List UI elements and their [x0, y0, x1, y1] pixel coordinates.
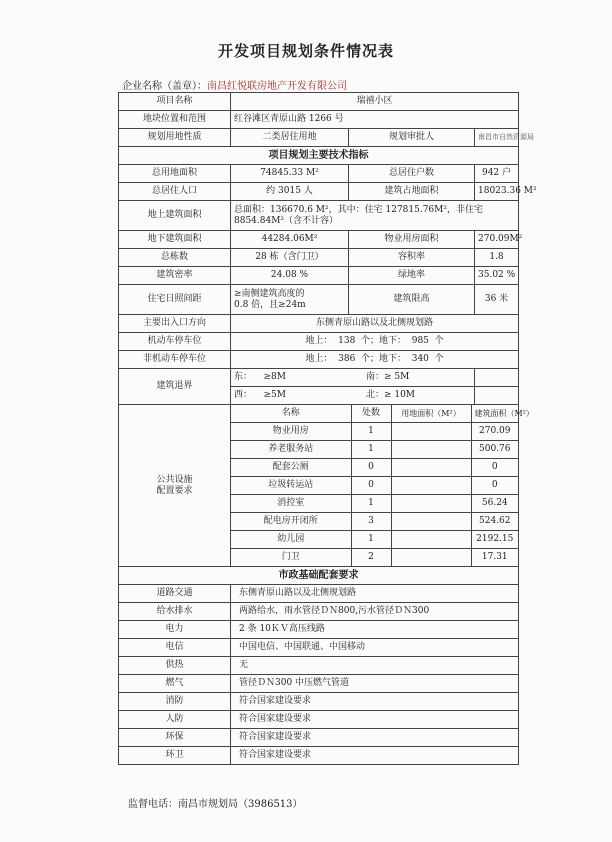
municipal-label: 给水排水: [119, 603, 231, 621]
municipal-value: 管径ＤＮ300 中压燃气管道: [231, 675, 519, 693]
facility-header-name: 名称: [231, 405, 351, 422]
row-underground: [119, 231, 519, 249]
facilities-header-row: [119, 405, 519, 423]
facility-land: [391, 495, 471, 512]
setback-south: 南：≥ 5M: [365, 372, 410, 382]
municipal-label: 环卫: [119, 747, 231, 765]
row-motor-parking: [119, 333, 519, 351]
facility-name: 配电房开闭所: [231, 513, 351, 530]
facility-build: 524.62: [479, 516, 511, 526]
underground-value: 44284.06M²: [231, 231, 349, 249]
density-label: 建筑密率: [119, 267, 231, 285]
facilities-label-line2: 配置要求: [156, 485, 193, 496]
facility-build: 0: [491, 480, 498, 490]
sunlight-line1: ≥南侧建筑高度的: [234, 288, 305, 299]
project-name-value: 瑞禧小区: [231, 93, 519, 111]
setback-west-north: [231, 387, 475, 405]
facility-name: 垃圾转运站: [231, 477, 351, 494]
facilities-label: [119, 405, 231, 567]
entrance-value: 东侧青原山路以及北侧规划路: [231, 315, 519, 333]
facility-count: 0: [351, 459, 391, 476]
municipal-label: 电信: [119, 639, 231, 657]
municipal-row: [119, 657, 519, 675]
nonmotor-parking-label: 非机动车停车位: [119, 351, 231, 369]
density-value: 24.08 %: [231, 267, 349, 285]
project-name-label: 项目名称: [119, 93, 231, 111]
footer-label: 监督电话：: [128, 799, 178, 810]
row-nonmotor-parking: [119, 351, 519, 369]
facility-build: 2192.15: [476, 534, 514, 544]
form-title: 开发项目规划条件情况表: [217, 42, 394, 60]
row-density: [119, 267, 519, 285]
row-residents: [119, 183, 519, 201]
approver-value: 南昌市自然资源局: [478, 133, 534, 141]
setback-north: 北：≥ 10M: [365, 390, 416, 400]
above-ground-line1: 总面积：136670.6 M²，其中：住宅 127815.76M²，非住宅: [234, 204, 483, 215]
facility-count: 2: [351, 549, 391, 566]
property-mgmt-label: 物业用房面积: [349, 231, 475, 249]
municipal-value: 中国电信、中国联通、中国移动: [231, 639, 519, 657]
company-label: 企业名称（盖章）：: [122, 81, 207, 92]
far-label: 容积率: [349, 249, 475, 267]
location-label: 地块位置和范围: [119, 111, 231, 129]
property-mgmt-value: 270.09M²: [475, 231, 519, 249]
building-footprint-value: 18023.36 M²: [475, 183, 519, 201]
facilities-label-line1: 公共设施: [156, 474, 193, 485]
footer-value: 南昌市规划局（3986513）: [178, 799, 303, 810]
facility-count: 1: [351, 531, 391, 548]
facility-name: 配套公厕: [231, 459, 351, 476]
motor-parking-label: 机动车停车位: [119, 333, 231, 351]
municipal-value: 符合国家建设要求: [231, 711, 519, 729]
approver-label: 规划审批人: [349, 129, 475, 147]
height-limit-label: 建筑限高: [349, 285, 475, 315]
facility-name: 消控室: [231, 495, 351, 512]
row-land-use: [119, 129, 519, 147]
municipal-row: [119, 693, 519, 711]
municipal-row: [119, 621, 519, 639]
row-section-indicators: [119, 147, 519, 165]
row-sunlight: [119, 285, 519, 315]
setback-east: 东： ≥8M: [234, 372, 286, 382]
buildings-value: 28 栋（含门卫）: [231, 249, 349, 267]
facility-land: [391, 441, 471, 458]
facility-name: 物业用房: [231, 423, 351, 440]
facility-count: 1: [351, 495, 391, 512]
row-setback-1: [119, 369, 519, 387]
municipal-row: [119, 675, 519, 693]
facility-land: [391, 513, 471, 530]
municipal-row: [119, 747, 519, 765]
sunlight-label: 住宅日照间距: [119, 285, 231, 315]
facility-name: 养老服务站: [231, 441, 351, 458]
green-label: 绿地率: [349, 267, 475, 285]
total-land-area-value: 74845.33 M²: [231, 165, 349, 183]
total-residents-label: 总居住人口: [119, 183, 231, 201]
municipal-value: 2 条 10ＫＶ高压线路: [231, 621, 519, 639]
municipal-label: 燃气: [119, 675, 231, 693]
row-buildings: [119, 249, 519, 267]
row-location: [119, 111, 519, 129]
municipal-row: [119, 603, 519, 621]
municipal-row: [119, 639, 519, 657]
nonmotor-parking-value: 地上： 386 个；地下： 340 个: [231, 351, 519, 369]
municipal-label: 消防: [119, 693, 231, 711]
setback-east-south: [231, 369, 475, 387]
company-line: [122, 77, 347, 92]
row-section-municipal: [119, 567, 519, 585]
underground-label: 地下建筑面积: [119, 231, 231, 249]
facility-build: 17.31: [481, 552, 508, 562]
row-above-ground: [119, 201, 519, 231]
municipal-value: 符合国家建设要求: [231, 747, 519, 765]
municipal-row: [119, 729, 519, 747]
facility-build: 56.24: [481, 498, 508, 508]
municipal-label: 供热: [119, 657, 231, 675]
municipal-value: 两路给水，雨水管径ＤＮ800,污水管径ＤＮ300: [231, 603, 519, 621]
sunlight-line2: 0.8 倍，且≥24m: [234, 299, 306, 310]
municipal-label: 道路交通: [119, 585, 231, 603]
buildings-label: 总栋数: [119, 249, 231, 267]
land-use-label: 规划用地性质: [119, 129, 231, 147]
total-households-label: 总居住户数: [349, 165, 475, 183]
municipal-label: 环保: [119, 729, 231, 747]
facility-header-land: 用地面积（M²）: [391, 405, 471, 422]
municipal-section-title: 市政基础配套要求: [119, 567, 519, 585]
facility-land: [391, 549, 471, 566]
row-project-name: [119, 93, 519, 111]
municipal-value: 符合国家建设要求: [231, 729, 519, 747]
municipal-value: 无: [231, 657, 519, 675]
planning-conditions-table: [118, 92, 537, 765]
facility-land: [391, 459, 471, 476]
facility-build: 270.09: [479, 426, 511, 436]
facility-name: 幼儿园: [231, 531, 351, 548]
facility-build: 0: [491, 462, 498, 472]
above-ground-label: 地上建筑面积: [119, 201, 231, 231]
motor-parking-value: 地上： 138 个；地下： 985 个: [231, 333, 519, 351]
municipal-row: [119, 585, 519, 603]
facility-count: 0: [351, 477, 391, 494]
total-households-value: 942 户: [475, 165, 519, 183]
height-limit-value: 36 米: [475, 285, 519, 315]
facility-header-count: 处数: [351, 405, 391, 422]
facility-header-build: 建筑面积（M²）: [474, 409, 534, 418]
facility-count: 1: [351, 441, 391, 458]
green-value: 35.02 %: [475, 267, 519, 285]
above-ground-line2: 8854.84M²（含不计容）: [234, 215, 339, 226]
supervision-phone: [128, 795, 303, 810]
location-value: 红谷滩区青原山路 1266 号: [231, 111, 519, 129]
facility-land: [391, 423, 471, 440]
indicators-section-title: 项目规划主要技术指标: [119, 147, 519, 165]
facility-count: 1: [351, 423, 391, 440]
total-residents-value: 约 3015 人: [231, 183, 349, 201]
entrance-label: 主要出入口方向: [119, 315, 231, 333]
municipal-label: 人防: [119, 711, 231, 729]
municipal-value: 符合国家建设要求: [231, 693, 519, 711]
municipal-value: 东侧青原山路以及北侧规划路: [231, 585, 519, 603]
facility-build: 500.76: [479, 444, 511, 454]
municipal-label: 电力: [119, 621, 231, 639]
facility-land: [391, 531, 471, 548]
building-footprint-label: 建筑占地面积: [349, 183, 475, 201]
facility-count: 3: [351, 513, 391, 530]
setback-label: 建筑退界: [119, 369, 231, 405]
far-value: 1.8: [475, 249, 519, 267]
setback-west: 西： ≥5M: [234, 390, 286, 400]
municipal-row: [119, 711, 519, 729]
land-use-value: 二类居住用地: [231, 129, 349, 147]
total-land-area-label: 总用地面积: [119, 165, 231, 183]
row-land-area: [119, 165, 519, 183]
facility-land: [391, 477, 471, 494]
company-name: 南昌红悦联房地产开发有限公司: [207, 81, 347, 92]
facility-name: 门卫: [231, 549, 351, 566]
row-entrance: [119, 315, 519, 333]
